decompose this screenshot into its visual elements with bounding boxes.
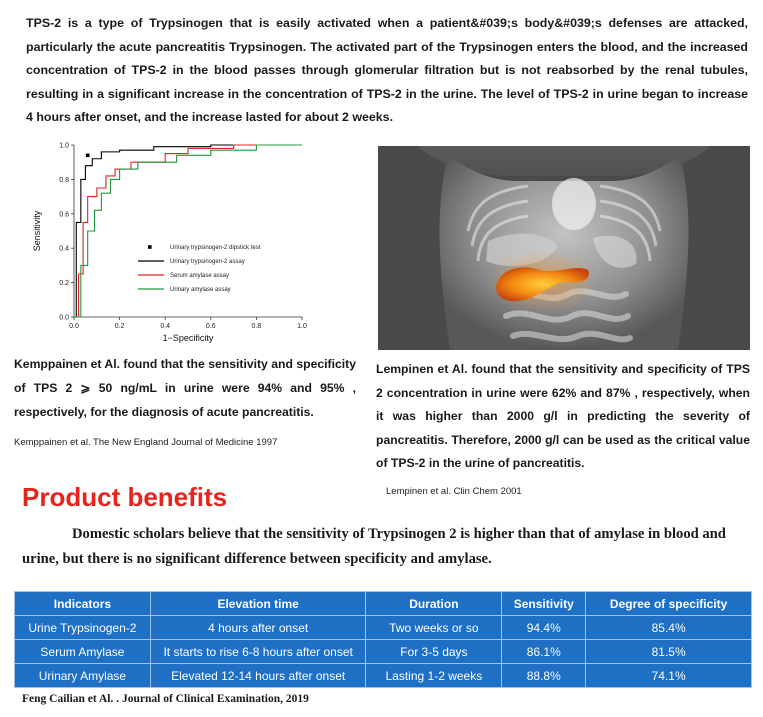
legend-marker <box>148 245 152 249</box>
data-point-dipstick <box>86 154 90 158</box>
y-axis-title: Sensitivity <box>32 210 42 252</box>
y-tick-label: 1.0 <box>59 142 69 150</box>
roc-chart-svg <box>26 137 326 347</box>
indicators-table <box>14 591 752 688</box>
table-cell: 4 hours after onset <box>150 616 366 640</box>
y-tick-label: 0.6 <box>59 211 69 219</box>
table-header-cell: Elevation time <box>150 592 366 616</box>
x-tick-label: 0.6 <box>205 323 216 330</box>
table-header-cell: Indicators <box>15 592 151 616</box>
table-cell: Two weeks or so <box>366 616 502 640</box>
kemppainen-reference: Kemppainen et al. The New England Journal of Medicine 1997 <box>14 437 278 448</box>
x-axis-title: 1−Specificity <box>162 333 214 343</box>
table-cell: 85.4% <box>586 616 752 640</box>
table-cell: 74.1% <box>586 664 752 688</box>
table-header-cell: Sensitivity <box>502 592 586 616</box>
legend-label: Urinary amylase assay <box>170 287 231 293</box>
table-cell: Urine Trypsinogen-2 <box>15 616 151 640</box>
y-tick-label: 0.4 <box>59 245 69 253</box>
lempinen-reference: Lempinen et al. Clin Chem 2001 <box>386 486 522 497</box>
table-cell: It starts to rise 6-8 hours after onset <box>150 640 366 664</box>
table-cell: 88.8% <box>502 664 586 688</box>
x-tick-label: 0.8 <box>251 323 262 330</box>
footer-reference: Feng Cailian et Al. . Journal of Clinical Examination, 2019 <box>22 693 309 705</box>
roc-chart <box>26 137 326 347</box>
table-cell: 86.1% <box>502 640 586 664</box>
table-header-row <box>15 592 752 616</box>
x-tick-label: 1.0 <box>297 323 307 330</box>
table-cell: For 3-5 days <box>366 640 502 664</box>
lempinen-finding: Lempinen et Al. found that the sensitivity and specificity of TPS 2 concentration in urine were 62% and 87% , respectively, when it was higher than 2000 g/l in predicting the severity of pancreatitis. Therefore, 2000 g/l can be used as the critical value of TPS-2 in the urine of pancreatitis. <box>376 362 750 471</box>
anatomy-image <box>378 146 750 350</box>
table-cell: Elevated 12-14 hours after onset <box>150 664 366 688</box>
table-cell: Urinary Amylase <box>15 664 151 688</box>
table-row <box>15 640 752 664</box>
legend-label: Urinary trypsinogen-2 assay <box>170 259 245 265</box>
y-tick-label: 0.0 <box>59 314 69 322</box>
legend-label: Urinary trypsinogen-2 dipstick test <box>170 245 261 251</box>
x-tick-label: 0.0 <box>69 323 79 330</box>
table-cell: Lasting 1-2 weeks <box>366 664 502 688</box>
x-tick-label: 0.2 <box>114 323 125 330</box>
y-tick-label: 0.8 <box>59 176 69 184</box>
kemppainen-finding: Kemppainen et Al. found that the sensitivity and specificity of TPS 2 ⩾ 50 ng/mL in urine were 94% and 95% , respectively, for the diagnosis of acute pancreatitis. <box>14 357 356 419</box>
table-row <box>15 664 752 688</box>
legend-label: Serum amylase assay <box>170 273 230 279</box>
y-tick-label: 0.2 <box>59 280 69 288</box>
benefits-paragraph: Domestic scholars believe that the sensitivity of Trypsinogen 2 is higher than that of amylase in blood and urine, but there is no significant difference between specificity and amylase. <box>22 526 726 567</box>
product-benefits-heading: Product benefits <box>22 482 228 512</box>
table-cell: 81.5% <box>586 640 752 664</box>
intro-paragraph: TPS-2 is a type of Trypsinogen that is easily activated when a patient&#039;s body&#039;s defenses are attacked, particularly the acute pancreatitis Trypsinogen. The activated part of the Trypsinogen enters the blood, and the increased concentration of TPS-2 in the blood passes through glomerular filtration but is not reabsorbed by the renal tubules, resulting in a significant increase in the concentration of TPS-2 in the urine. The level of TPS-2 in urine began to increase 4 hours after onset, and the increase lasted for about 2 weeks. <box>26 16 748 125</box>
x-tick-label: 0.4 <box>160 323 171 330</box>
table-header-cell: Degree of specificity <box>586 592 752 616</box>
table-row <box>15 616 752 640</box>
table-cell: Serum Amylase <box>15 640 151 664</box>
pancreas-illustration-icon <box>378 146 750 350</box>
table-header-cell: Duration <box>366 592 502 616</box>
table-cell: 94.4% <box>502 616 586 640</box>
